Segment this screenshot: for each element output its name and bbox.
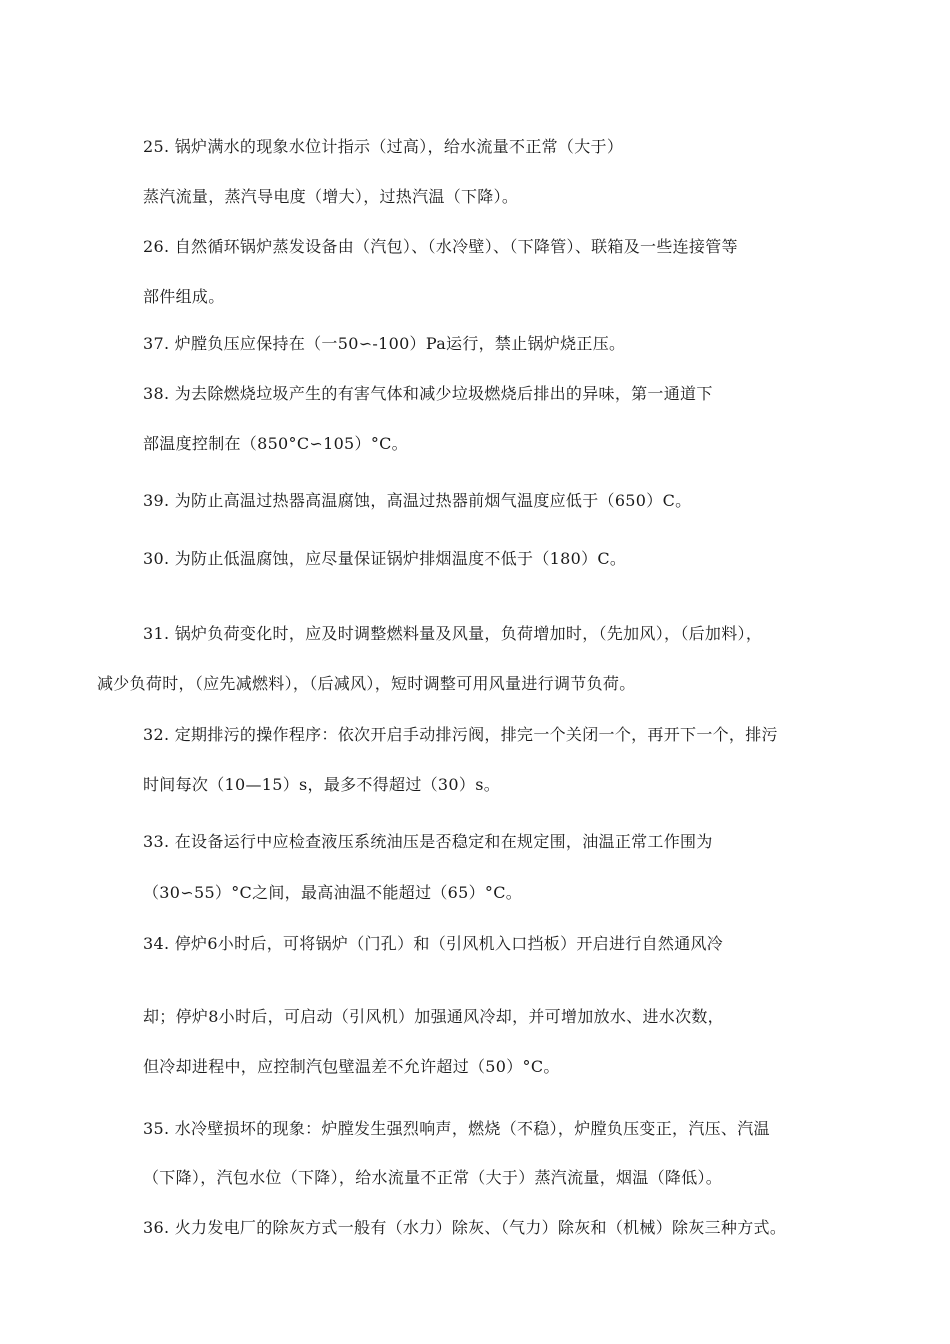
text-line: 时间每次（10—15）s，最多不得超过（30）s。 bbox=[143, 775, 501, 794]
text-line: 部温度控制在（850°C∽105）°C。 bbox=[143, 434, 408, 453]
text-line: 39. 为防止高温过热器高温腐蚀，高温过热器前烟气温度应低于（650）C。 bbox=[143, 491, 692, 510]
text-line: 30. 为防止低温腐蚀，应尽量保证锅炉排烟温度不低于（180）C。 bbox=[143, 549, 627, 568]
text-line: 却；停炉8小时后，可启动（引风机）加强通风冷却，并可增加放水、进水次数， bbox=[143, 1007, 724, 1026]
text-line: 26. 自然循环锅炉蒸发设备由（汽包）、（水冷壁）、（下降管）、联箱及一些连接管等 bbox=[143, 237, 738, 256]
text-line: 38. 为去除燃烧垃圾产生的有害气体和减少垃圾燃烧后排出的异味，第一通道下 bbox=[143, 384, 713, 403]
text-line: 部件组成。 bbox=[143, 287, 225, 306]
text-line: 但冷却进程中，应控制汽包壁温差不允许超过（50）°C。 bbox=[143, 1057, 560, 1076]
text-line: 32. 定期排污的操作程序：依次开启手动排污阀，排完一个关闭一个，再开下一个，排污 bbox=[143, 725, 778, 744]
text-line: 减少负荷时，（应先减燃料），（后减风），短时调整可用风量进行调节负荷。 bbox=[97, 674, 636, 693]
text-line: 25. 锅炉满水的现象水位计指示（过高），给水流量不正常（大于） bbox=[143, 137, 624, 156]
text-line: 34. 停炉6小时后，可将锅炉（门孔）和（引风机入口挡板）开启进行自然通风冷 bbox=[143, 934, 724, 953]
text-line: （下降），汽包水位（下降），给水流量不正常（大于）蒸汽流量，烟温（降低）。 bbox=[143, 1168, 723, 1187]
text-line: 31. 锅炉负荷变化时，应及时调整燃料量及风量，负荷增加时，（先加风），（后加料）， bbox=[143, 624, 763, 643]
text-line: 蒸汽流量，蒸汽导电度（增大），过热汽温（下降）。 bbox=[143, 187, 519, 206]
text-line: （30∽55）°C之间，最高油温不能超过（65）°C。 bbox=[143, 883, 523, 902]
text-line: 35. 水冷壁损坏的现象：炉膛发生强烈响声，燃烧（不稳），炉膛负压变正，汽压、汽温 bbox=[143, 1119, 770, 1138]
text-line: 33. 在设备运行中应检查液压系统油压是否稳定和在规定围，油温正常工作围为 bbox=[143, 832, 713, 851]
text-line: 36. 火力发电厂的除灰方式一般有（水力）除灰、（气力）除灰和（机械）除灰三种方式。 bbox=[143, 1218, 787, 1237]
text-line: 37. 炉膛负压应保持在（一50∽-100）Pa运行，禁止锅炉烧正压。 bbox=[143, 334, 626, 353]
